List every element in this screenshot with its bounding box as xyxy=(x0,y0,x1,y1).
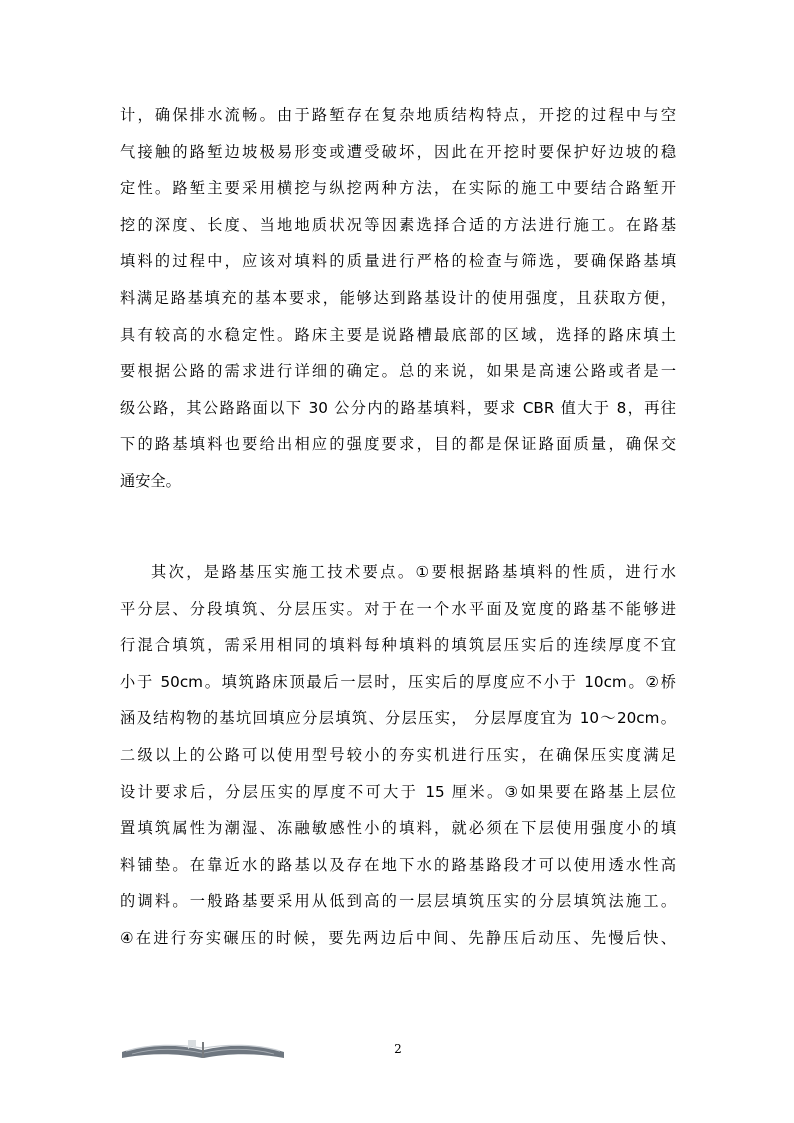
text-line: 二级以上的公路可以使用型号较小的夯实机进行压实，在确保压实度满足 xyxy=(120,745,676,764)
text-line: 的调料。一般路基要采用从低到高的一层层填筑压实的分层填筑法施工。 xyxy=(120,892,676,911)
paragraph-2 xyxy=(120,554,676,957)
text-line: 要根据公路的需求进行详细的确定。总的来说，如果是高速公路或者是一 xyxy=(120,362,676,381)
text-line: 行混合填筑，需采用相同的填料每种填料的填筑层压实后的连续厚度不宜 xyxy=(120,636,676,655)
text-line: 具有较高的水稳定性。路床主要是说路槽最底部的区域，选择的路床填土 xyxy=(120,325,676,344)
text-line: 涵及结构物的基坑回填应分层填筑、分层压实， 分层厚度宜为 10～20cm。 xyxy=(120,709,676,728)
text-line: 气接触的路堑边坡极易形变或遭受破坏，因此在开挖时要保护好边坡的稳 xyxy=(120,142,676,161)
text-line: 设计要求后，分层压实的厚度不可大于 15 厘米。③如果要在路基上层位 xyxy=(120,782,676,801)
text-line: 级公路，其公路路面以下 30 公分内的路基填料，要求 CBR 值大于 8，再往 xyxy=(120,398,676,417)
open-book-icon xyxy=(118,1036,288,1060)
text-line: 置填筑属性为潮湿、冻融敏感性小的填料，就必须在下层使用强度小的填 xyxy=(120,819,676,838)
text-line: 平分层、分段填筑、分层压实。对于在一个水平面及宽度的路基不能够进 xyxy=(120,599,676,618)
text-line: 通安全。 xyxy=(120,471,181,490)
text-line: 挖的深度、长度、当地地质状况等因素选择合适的方法进行施工。在路基 xyxy=(120,215,676,234)
text-line: 小于 50cm。填筑路床顶最后一层时，压实后的厚度应不小于 10cm。②桥 xyxy=(120,672,676,691)
page-number: 2 xyxy=(394,1042,402,1056)
text-line: 料铺垫。在靠近水的路基以及存在地下水的路基路段才可以使用透水性高 xyxy=(120,855,676,874)
text-line: 填料的过程中，应该对填料的质量进行严格的检查与筛选，要确保路基填 xyxy=(120,252,676,271)
text-line: 料满足路基填充的基本要求，能够达到路基设计的使用强度，且获取方便， xyxy=(120,288,676,307)
text-line: 定性。路堑主要采用横挖与纵挖两种方法，在实际的施工中要结合路堑开 xyxy=(120,179,676,198)
text-line: ④在进行夯实碾压的时候，要先两边后中间、先静压后动压、先慢后快、 xyxy=(120,928,676,947)
paragraph-1 xyxy=(120,97,676,500)
text-line: 其次，是路基压实施工技术要点。①要根据路基填料的性质，进行水 xyxy=(151,563,676,581)
text-line: 计，确保排水流畅。由于路堑存在复杂地质结构特点，开挖的过程中与空 xyxy=(120,106,676,124)
text-line: 下的路基填料也要给出相应的强度要求，目的都是保证路面质量，确保交 xyxy=(120,435,676,454)
